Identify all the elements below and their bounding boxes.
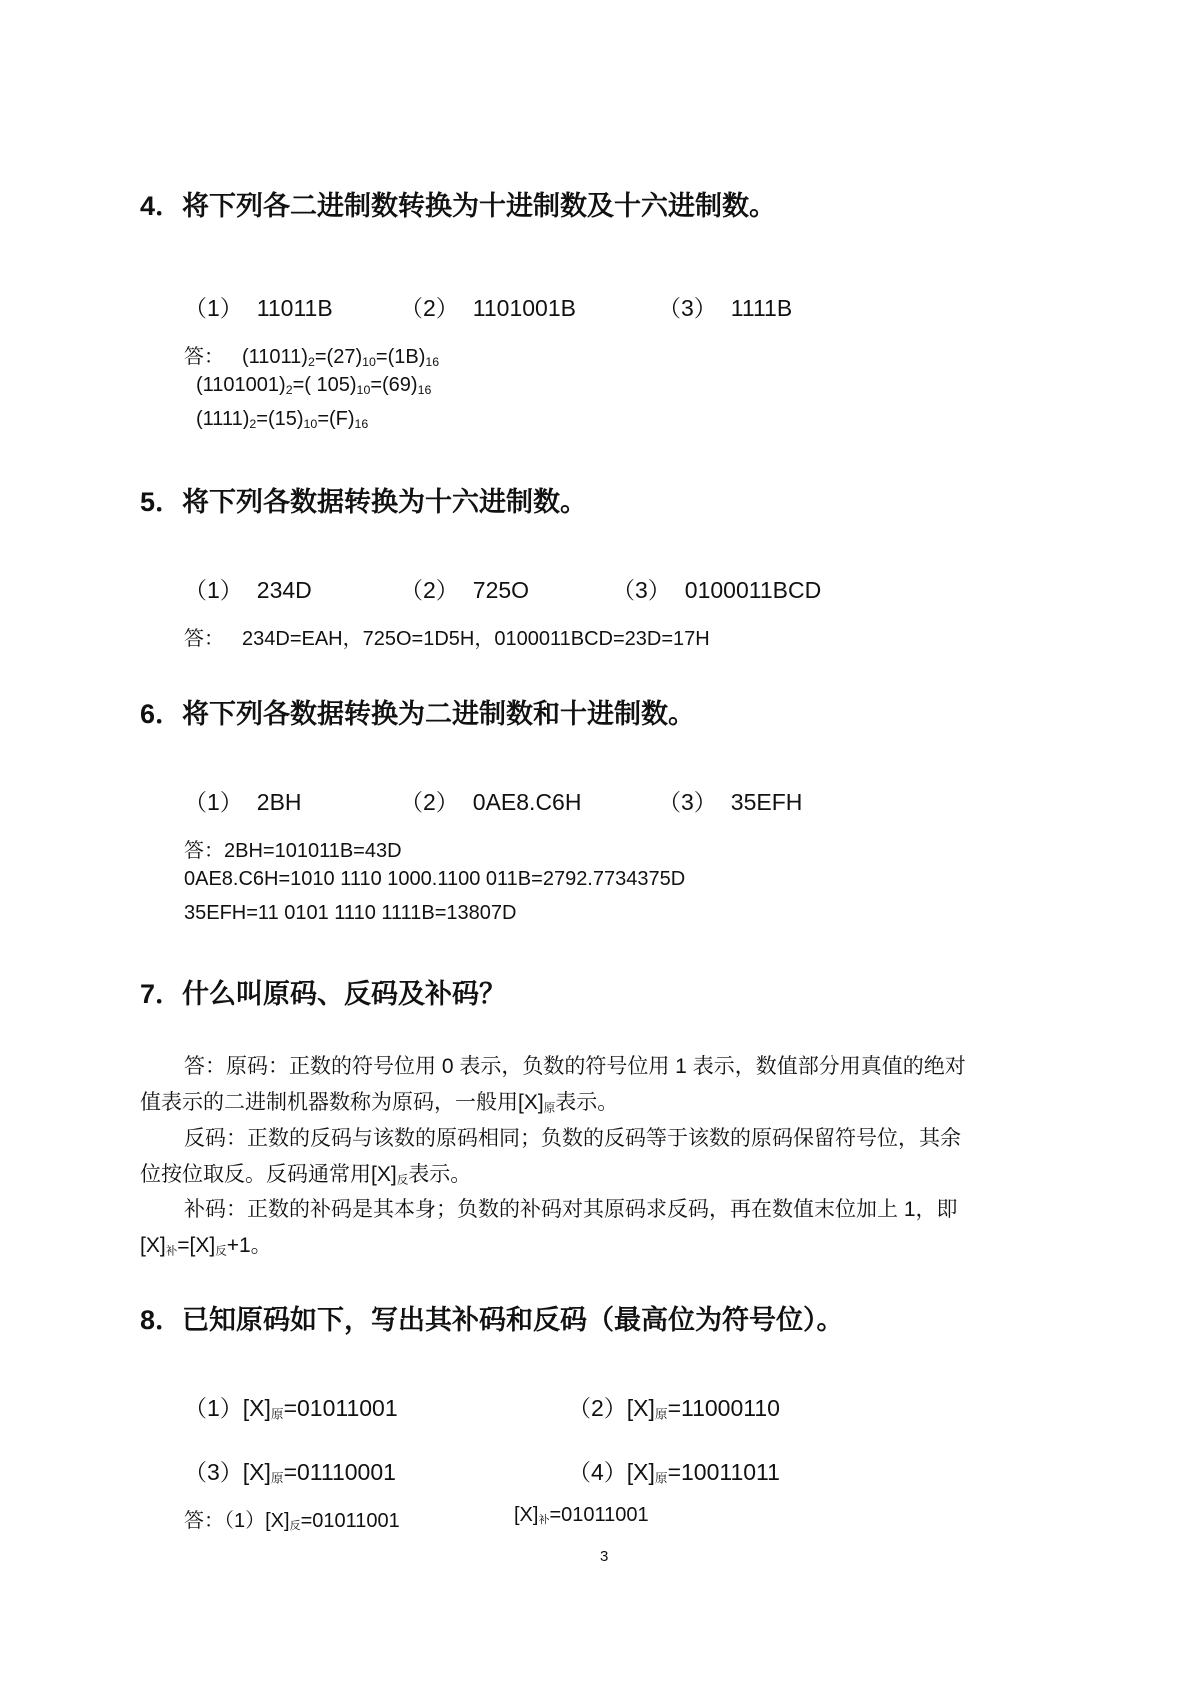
- q6-option-2-label: （2）: [400, 789, 459, 815]
- q8-answer-1a: [184, 1504, 400, 1533]
- q4-l3-c: =(F): [317, 408, 355, 430]
- q6-answer-3: 35EFH=11 0101 1110 1111B=13807D: [184, 902, 517, 924]
- q8-o3-sub: 原: [270, 1471, 284, 1486]
- q6-option-3: [658, 784, 802, 817]
- q8-option-1: [184, 1390, 398, 1423]
- q8-ans-x2: [X]: [514, 1504, 539, 1526]
- q8-o4-label: （4）: [568, 1459, 627, 1485]
- q5-option-3: [612, 572, 821, 605]
- q5-option-1-label: （1）: [184, 577, 243, 603]
- q8-o2-x: [X]: [626, 1395, 655, 1421]
- q7-para1-line2: [140, 1086, 618, 1116]
- q4-l1-c: =(1B): [375, 346, 426, 368]
- q8-o4-value: =10011011: [667, 1459, 780, 1485]
- q8-o2-sub: 原: [654, 1407, 668, 1422]
- q8-o3-label: （3）: [184, 1459, 243, 1485]
- q7-p3l2-sub1: 补: [165, 1245, 178, 1258]
- q4-option-2: [400, 290, 576, 323]
- q4-answer-line-3: [196, 408, 368, 431]
- q4-heading: 4．将下列各二进制数转换为十进制数及十六进制数。: [140, 191, 777, 221]
- q4-option-3: [658, 290, 792, 323]
- q7-p3l2-sub2: 反: [215, 1245, 227, 1258]
- q8-o4-sub: 原: [654, 1471, 668, 1486]
- q8-ans-sub1: 反: [289, 1520, 301, 1533]
- q4-l2-s3: 16: [417, 383, 432, 398]
- q6-option-3-value: 35EFH: [730, 789, 803, 815]
- q4-l1-s3: 16: [425, 355, 440, 370]
- q4-l3-b: =(15): [256, 408, 304, 430]
- q8-ans-sub2: 补: [538, 1514, 550, 1527]
- q4-l3-s1: 2: [249, 417, 257, 432]
- q4-l1-s2: 10: [362, 355, 376, 370]
- q7-heading: 7．什么叫原码、反码及补码？: [140, 979, 507, 1009]
- q7-p1l2-sub: 原: [543, 1102, 556, 1115]
- q4-answer-line-1: [184, 340, 439, 369]
- q7-p1l2-a: 值表示的二进制机器数称为原码，一般用[X]: [140, 1091, 544, 1114]
- q7-p3l2-a: [X]: [140, 1234, 166, 1257]
- q6-answer-1: 答：2BH=101011B=43D: [184, 840, 402, 862]
- q8-o3-x: [X]: [242, 1459, 271, 1485]
- q4-l1-a: (11011): [242, 346, 308, 368]
- q5-option-3-value: 0100011BCD: [684, 577, 822, 603]
- q6-heading: 6．将下列各数据转换为二进制数和十进制数。: [140, 699, 696, 729]
- q6-answer-2: 0AE8.C6H=1010 1110 1000.1100 011B=2792.7734375D: [184, 868, 686, 890]
- q4-option-1-value: 11011B: [256, 295, 333, 321]
- q4-option-3-label: （3）: [658, 295, 717, 321]
- q7-p3l2-b: =[X]: [177, 1234, 216, 1257]
- q6-option-3-label: （3）: [658, 789, 717, 815]
- q5-answer: [184, 622, 710, 651]
- q7-para3-line2: [140, 1229, 272, 1259]
- q4-l2-a: (1101001): [196, 374, 286, 396]
- q7-p2l2-b: 表示。: [408, 1163, 472, 1186]
- q6-option-1: [184, 784, 302, 817]
- q5-option-2: [400, 572, 529, 605]
- q4-option-1: [184, 290, 333, 323]
- q7-para3-line1: 补码：正数的补码是其本身；负数的补码对其原码求反码，再在数值末位加上 1，即: [184, 1198, 958, 1221]
- q4-option-1-label: （1）: [184, 295, 243, 321]
- q5-heading: 5．将下列各数据转换为十六进制数。: [140, 487, 588, 517]
- q8-o3-value: =01110001: [283, 1459, 396, 1485]
- q8-ans-x1: [X]: [265, 1510, 290, 1532]
- q5-option-2-value: 725O: [472, 577, 530, 603]
- q7-p2l2-sub: 反: [396, 1174, 409, 1187]
- q8-o1-x: [X]: [242, 1395, 271, 1421]
- q4-l1-s1: 2: [307, 355, 315, 370]
- q5-option-3-label: （3）: [612, 577, 671, 603]
- q6-option-1-label: （1）: [184, 789, 243, 815]
- q8-o2-label: （2）: [568, 1395, 627, 1421]
- page-number: 3: [600, 1548, 609, 1565]
- q8-option-3: [184, 1454, 396, 1487]
- q8-o1-label: （1）: [184, 1395, 243, 1421]
- q4-l2-c: =(69): [370, 374, 418, 396]
- q7-p2l2-a: 位按位取反。反码通常用[X]: [140, 1163, 397, 1186]
- q4-option-3-value: 1111B: [730, 295, 793, 321]
- q8-o1-sub: 原: [270, 1407, 284, 1422]
- q5-option-1: [184, 572, 312, 605]
- q8-option-4: [568, 1454, 780, 1487]
- q4-l2-s2: 10: [356, 383, 371, 398]
- q7-para1-line1: 答：原码：正数的符号位用 0 表示，负数的符号位用 1 表示，数值部分用真值的绝对: [184, 1055, 966, 1078]
- q4-l3-s3: 16: [354, 417, 369, 432]
- q4-option-2-label: （2）: [400, 295, 459, 321]
- q8-answer-label: 答：（1）: [184, 1510, 266, 1532]
- q8-heading: 8．已知原码如下，写出其补码和反码（最高位为符号位）。: [140, 1305, 844, 1335]
- q4-l3-a: (1111): [196, 408, 250, 430]
- q4-answer-label: 答：: [184, 346, 224, 368]
- q6-option-2-value: 0AE8.C6H: [472, 789, 582, 815]
- q8-o2-value: =11000110: [667, 1395, 780, 1421]
- q8-ans-v1: =01011001: [300, 1510, 400, 1532]
- q7-p3l2-c: +1。: [226, 1234, 272, 1257]
- q4-l1-b: =(27): [314, 346, 363, 368]
- q7-para2-line2: [140, 1158, 471, 1188]
- q7-p1l2-b: 表示。: [555, 1091, 619, 1114]
- q8-ans-v2: =01011001: [549, 1504, 649, 1526]
- q5-answer-text: 234D=EAH，725O=1D5H，0100011BCD=23D=17H: [242, 628, 710, 650]
- q6-option-1-value: 2BH: [256, 789, 302, 815]
- q4-l3-s2: 10: [303, 417, 318, 432]
- q8-option-2: [568, 1390, 780, 1423]
- q4-answer-line-2: [196, 374, 431, 397]
- q8-answer-1b: [514, 1504, 649, 1527]
- q8-o4-x: [X]: [626, 1459, 655, 1485]
- q5-option-1-value: 234D: [256, 577, 312, 603]
- q5-answer-label: 答：: [184, 628, 224, 650]
- q6-option-2: [400, 784, 581, 817]
- q4-l2-b: =( 105): [292, 374, 357, 396]
- q5-option-2-label: （2）: [400, 577, 459, 603]
- q8-o1-value: =01011001: [283, 1395, 398, 1421]
- q4-option-2-value: 1101001B: [472, 295, 576, 321]
- q7-para2-line1: 反码：正数的反码与该数的原码相同；负数的反码等于该数的原码保留符号位，其余: [184, 1127, 961, 1150]
- q4-l2-s1: 2: [285, 383, 293, 398]
